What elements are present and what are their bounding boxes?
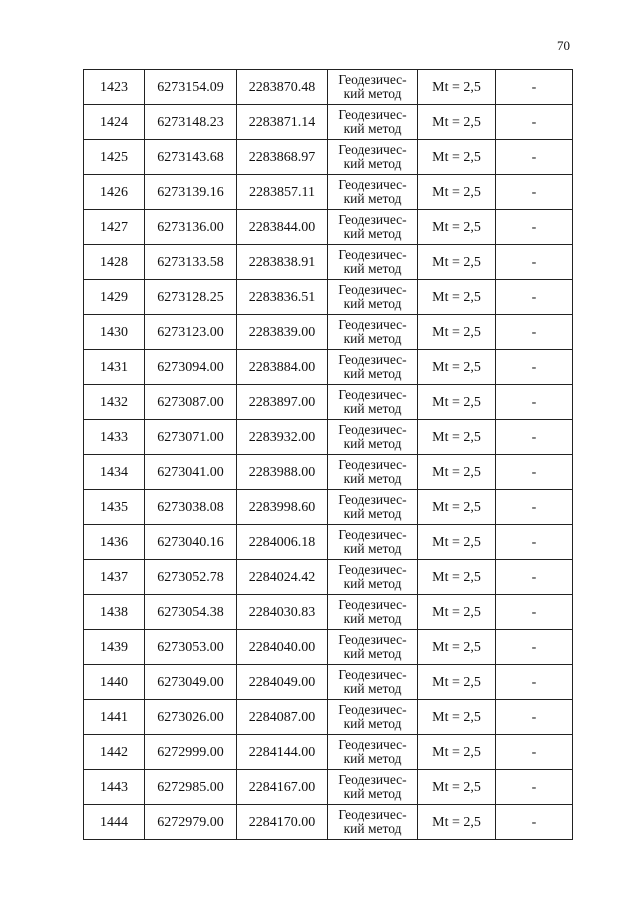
method-cell (328, 420, 418, 455)
method-line-2: кий метод (343, 471, 402, 486)
table-row (84, 560, 573, 595)
method-cell (328, 805, 418, 840)
accuracy-cell: Mt = 2,5 (418, 595, 496, 630)
method-line-2: кий метод (343, 646, 402, 661)
accuracy-cell: Mt = 2,5 (418, 560, 496, 595)
table-row (84, 455, 573, 490)
note-cell: - (496, 105, 573, 140)
table-row (84, 770, 573, 805)
x-coordinate-cell: 6273094.00 (145, 350, 237, 385)
method-line-1: Геодезичес- (338, 142, 407, 157)
note-cell: - (496, 420, 573, 455)
method-line-1: Геодезичес- (338, 317, 407, 332)
table-row (84, 735, 573, 770)
method-line-1: Геодезичес- (338, 807, 407, 822)
note-cell: - (496, 525, 573, 560)
point-number-cell: 1428 (84, 245, 145, 280)
table-row (84, 350, 573, 385)
method-cell (328, 455, 418, 490)
method-cell (328, 210, 418, 245)
note-cell: - (496, 700, 573, 735)
table-row (84, 420, 573, 455)
point-number-cell: 1439 (84, 630, 145, 665)
table-row (84, 595, 573, 630)
point-number-cell: 1425 (84, 140, 145, 175)
method-line-1: Геодезичес- (338, 352, 407, 367)
accuracy-cell: Mt = 2,5 (418, 735, 496, 770)
note-cell: - (496, 595, 573, 630)
x-coordinate-cell: 6273054.38 (145, 595, 237, 630)
method-line-1: Геодезичес- (338, 422, 407, 437)
table-row (84, 490, 573, 525)
method-line-1: Геодезичес- (338, 562, 407, 577)
method-cell (328, 105, 418, 140)
method-cell (328, 525, 418, 560)
page-number: 70 (557, 38, 570, 53)
point-number-cell: 1435 (84, 490, 145, 525)
note-cell: - (496, 210, 573, 245)
y-coordinate-cell: 2283988.00 (237, 455, 328, 490)
y-coordinate-cell: 2284006.18 (237, 525, 328, 560)
method-cell (328, 700, 418, 735)
point-number-cell: 1429 (84, 280, 145, 315)
point-number-cell: 1440 (84, 665, 145, 700)
accuracy-cell: Mt = 2,5 (418, 700, 496, 735)
accuracy-cell: Mt = 2,5 (418, 420, 496, 455)
table-row (84, 280, 573, 315)
y-coordinate-cell: 2284087.00 (237, 700, 328, 735)
note-cell: - (496, 490, 573, 525)
point-number-cell: 1436 (84, 525, 145, 560)
method-line-2: кий метод (343, 331, 402, 346)
method-cell (328, 350, 418, 385)
point-number-cell: 1434 (84, 455, 145, 490)
note-cell: - (496, 70, 573, 105)
x-coordinate-cell: 6273136.00 (145, 210, 237, 245)
accuracy-cell: Mt = 2,5 (418, 385, 496, 420)
method-cell (328, 315, 418, 350)
note-cell: - (496, 630, 573, 665)
coordinates-table-body (84, 70, 573, 840)
point-number-cell: 1442 (84, 735, 145, 770)
method-line-2: кий метод (343, 261, 402, 276)
method-cell (328, 630, 418, 665)
accuracy-cell: Mt = 2,5 (418, 665, 496, 700)
accuracy-cell: Mt = 2,5 (418, 770, 496, 805)
method-line-2: кий метод (343, 681, 402, 696)
method-line-2: кий метод (343, 786, 402, 801)
method-cell (328, 70, 418, 105)
x-coordinate-cell: 6273049.00 (145, 665, 237, 700)
note-cell: - (496, 770, 573, 805)
method-line-1: Геодезичес- (338, 527, 407, 542)
y-coordinate-cell: 2283844.00 (237, 210, 328, 245)
method-line-2: кий метод (343, 296, 402, 311)
accuracy-cell: Mt = 2,5 (418, 455, 496, 490)
accuracy-cell: Mt = 2,5 (418, 525, 496, 560)
note-cell: - (496, 455, 573, 490)
x-coordinate-cell: 6273053.00 (145, 630, 237, 665)
method-line-1: Геодезичес- (338, 632, 407, 647)
point-number-cell: 1443 (84, 770, 145, 805)
accuracy-cell: Mt = 2,5 (418, 245, 496, 280)
point-number-cell: 1430 (84, 315, 145, 350)
accuracy-cell: Mt = 2,5 (418, 630, 496, 665)
note-cell: - (496, 805, 573, 840)
point-number-cell: 1441 (84, 700, 145, 735)
method-line-1: Геодезичес- (338, 702, 407, 717)
table-row (84, 175, 573, 210)
method-cell (328, 595, 418, 630)
accuracy-cell: Mt = 2,5 (418, 490, 496, 525)
table-row (84, 525, 573, 560)
method-cell (328, 735, 418, 770)
x-coordinate-cell: 6273052.78 (145, 560, 237, 595)
x-coordinate-cell: 6273038.08 (145, 490, 237, 525)
y-coordinate-cell: 2283868.97 (237, 140, 328, 175)
table-row (84, 630, 573, 665)
x-coordinate-cell: 6272999.00 (145, 735, 237, 770)
point-number-cell: 1437 (84, 560, 145, 595)
accuracy-cell: Mt = 2,5 (418, 140, 496, 175)
x-coordinate-cell: 6273128.25 (145, 280, 237, 315)
note-cell: - (496, 735, 573, 770)
method-line-2: кий метод (343, 576, 402, 591)
method-line-1: Геодезичес- (338, 212, 407, 227)
point-number-cell: 1426 (84, 175, 145, 210)
accuracy-cell: Mt = 2,5 (418, 350, 496, 385)
x-coordinate-cell: 6273143.68 (145, 140, 237, 175)
x-coordinate-cell: 6273026.00 (145, 700, 237, 735)
method-line-1: Геодезичес- (338, 772, 407, 787)
table-row (84, 805, 573, 840)
y-coordinate-cell: 2283836.51 (237, 280, 328, 315)
x-coordinate-cell: 6273123.00 (145, 315, 237, 350)
table-row (84, 665, 573, 700)
x-coordinate-cell: 6273087.00 (145, 385, 237, 420)
note-cell: - (496, 350, 573, 385)
x-coordinate-cell: 6273148.23 (145, 105, 237, 140)
method-line-1: Геодезичес- (338, 457, 407, 472)
note-cell: - (496, 140, 573, 175)
method-cell (328, 490, 418, 525)
method-line-2: кий метод (343, 506, 402, 521)
accuracy-cell: Mt = 2,5 (418, 70, 496, 105)
note-cell: - (496, 175, 573, 210)
method-line-2: кий метод (343, 541, 402, 556)
method-line-2: кий метод (343, 716, 402, 731)
table-row (84, 385, 573, 420)
note-cell: - (496, 245, 573, 280)
method-line-2: кий метод (343, 191, 402, 206)
y-coordinate-cell: 2284030.83 (237, 595, 328, 630)
method-line-1: Геодезичес- (338, 247, 407, 262)
method-cell (328, 560, 418, 595)
x-coordinate-cell: 6273040.16 (145, 525, 237, 560)
method-line-1: Геодезичес- (338, 177, 407, 192)
x-coordinate-cell: 6273154.09 (145, 70, 237, 105)
method-line-2: кий метод (343, 86, 402, 101)
table-row (84, 315, 573, 350)
table-row (84, 210, 573, 245)
table-row (84, 140, 573, 175)
y-coordinate-cell: 2284144.00 (237, 735, 328, 770)
x-coordinate-cell: 6273133.58 (145, 245, 237, 280)
point-number-cell: 1444 (84, 805, 145, 840)
table-row (84, 700, 573, 735)
note-cell: - (496, 560, 573, 595)
method-cell (328, 385, 418, 420)
y-coordinate-cell: 2283998.60 (237, 490, 328, 525)
point-number-cell: 1423 (84, 70, 145, 105)
accuracy-cell: Mt = 2,5 (418, 210, 496, 245)
y-coordinate-cell: 2283838.91 (237, 245, 328, 280)
method-line-2: кий метод (343, 436, 402, 451)
note-cell: - (496, 315, 573, 350)
method-line-1: Геодезичес- (338, 107, 407, 122)
accuracy-cell: Mt = 2,5 (418, 105, 496, 140)
y-coordinate-cell: 2284049.00 (237, 665, 328, 700)
point-number-cell: 1433 (84, 420, 145, 455)
method-line-1: Геодезичес- (338, 282, 407, 297)
note-cell: - (496, 665, 573, 700)
point-number-cell: 1427 (84, 210, 145, 245)
method-line-2: кий метод (343, 156, 402, 171)
accuracy-cell: Mt = 2,5 (418, 805, 496, 840)
method-line-1: Геодезичес- (338, 737, 407, 752)
y-coordinate-cell: 2284040.00 (237, 630, 328, 665)
y-coordinate-cell: 2283897.00 (237, 385, 328, 420)
method-line-2: кий метод (343, 121, 402, 136)
method-cell (328, 280, 418, 315)
method-line-2: кий метод (343, 226, 402, 241)
method-cell (328, 770, 418, 805)
coordinates-table (83, 69, 573, 840)
method-cell (328, 175, 418, 210)
point-number-cell: 1431 (84, 350, 145, 385)
y-coordinate-cell: 2284170.00 (237, 805, 328, 840)
y-coordinate-cell: 2283884.00 (237, 350, 328, 385)
y-coordinate-cell: 2283932.00 (237, 420, 328, 455)
method-line-1: Геодезичес- (338, 597, 407, 612)
method-line-2: кий метод (343, 366, 402, 381)
point-number-cell: 1432 (84, 385, 145, 420)
table-row (84, 70, 573, 105)
method-cell (328, 140, 418, 175)
y-coordinate-cell: 2284024.42 (237, 560, 328, 595)
method-line-2: кий метод (343, 401, 402, 416)
y-coordinate-cell: 2283870.48 (237, 70, 328, 105)
method-cell (328, 665, 418, 700)
method-line-1: Геодезичес- (338, 387, 407, 402)
method-line-1: Геодезичес- (338, 72, 407, 87)
x-coordinate-cell: 6273041.00 (145, 455, 237, 490)
y-coordinate-cell: 2283871.14 (237, 105, 328, 140)
accuracy-cell: Mt = 2,5 (418, 280, 496, 315)
point-number-cell: 1438 (84, 595, 145, 630)
method-line-2: кий метод (343, 751, 402, 766)
y-coordinate-cell: 2283857.11 (237, 175, 328, 210)
method-line-2: кий метод (343, 611, 402, 626)
method-line-2: кий метод (343, 821, 402, 836)
method-line-1: Геодезичес- (338, 667, 407, 682)
x-coordinate-cell: 6272979.00 (145, 805, 237, 840)
table-row (84, 105, 573, 140)
x-coordinate-cell: 6272985.00 (145, 770, 237, 805)
x-coordinate-cell: 6273071.00 (145, 420, 237, 455)
x-coordinate-cell: 6273139.16 (145, 175, 237, 210)
note-cell: - (496, 280, 573, 315)
method-cell (328, 245, 418, 280)
y-coordinate-cell: 2284167.00 (237, 770, 328, 805)
note-cell: - (496, 385, 573, 420)
point-number-cell: 1424 (84, 105, 145, 140)
accuracy-cell: Mt = 2,5 (418, 175, 496, 210)
y-coordinate-cell: 2283839.00 (237, 315, 328, 350)
accuracy-cell: Mt = 2,5 (418, 315, 496, 350)
table-row (84, 245, 573, 280)
method-line-1: Геодезичес- (338, 492, 407, 507)
